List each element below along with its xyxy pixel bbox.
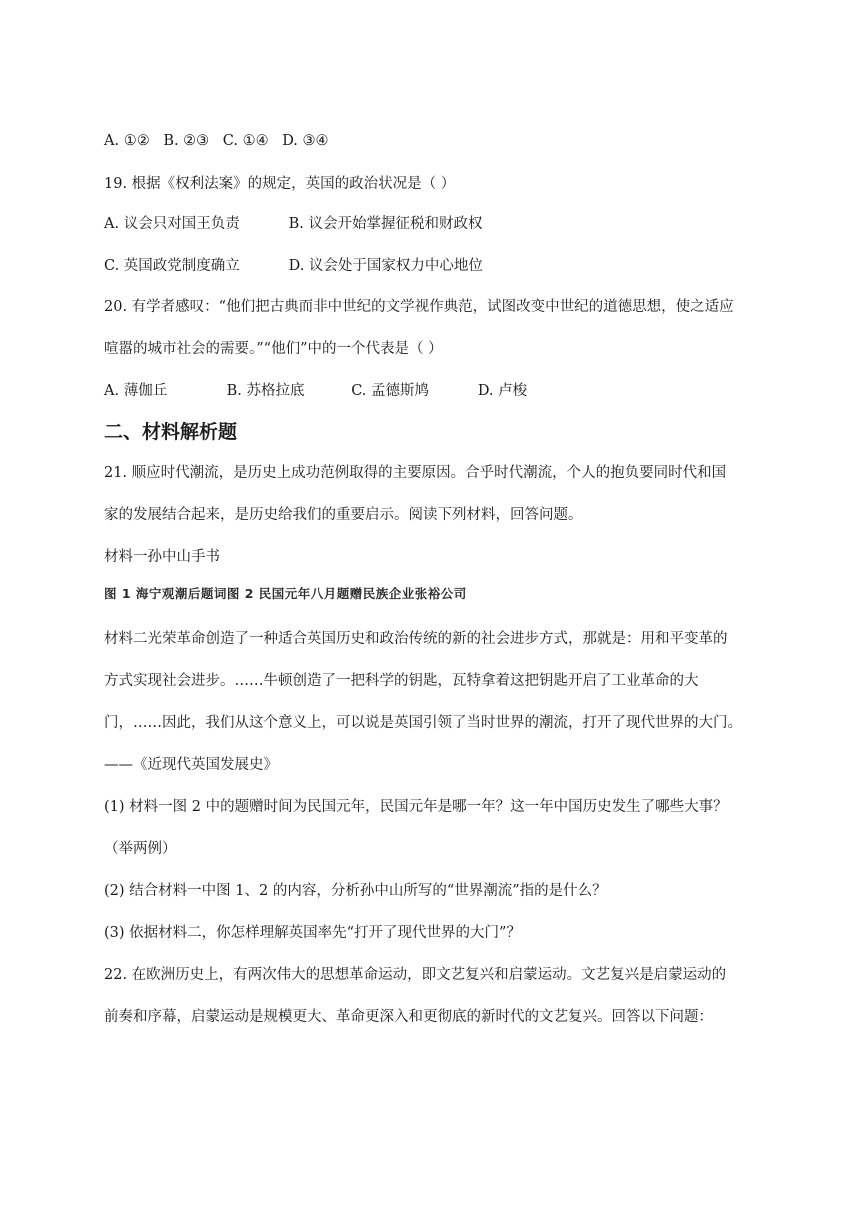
q20-option-a: A. 薄伽丘 <box>104 383 168 399</box>
section-title: 二、材料解析题 <box>104 421 238 443</box>
q20-option-d: D. 卢梭 <box>477 383 528 399</box>
q21-material2-line2: 方式实现社会进步。……牛顿创造了一把科学的钥匙，瓦特拿着这把钥匙开启了工业革命的大 <box>104 673 699 689</box>
q19-options-row2 <box>104 256 483 276</box>
q19-options-row1 <box>104 214 482 234</box>
q21-material1-caption: 图 1 海宁观潮后题词图 2 民国元年八月题赠民族企业张裕公司 <box>104 586 467 601</box>
q20-stem-line2: 喧嚣的城市社会的需要。”“他们”中的一个代表是（ ） <box>104 341 443 357</box>
q22-stem-line1: 22. 在欧洲历史上，有两次伟大的思想革命运动，即文艺复兴和启蒙运动。文艺复兴是启蒙运动的 <box>104 967 727 983</box>
q21-material2-source: ——《近现代英国发展史》 <box>104 757 278 773</box>
q19-stem: 19. 根据《权利法案》的规定，英国的政治状况是（ ） <box>104 176 456 192</box>
q20-stem-line1: 20. 有学者感叹：“他们把古典而非中世纪的文学视作典范，试图改变中世纪的道德思想，使之适应 <box>104 299 734 315</box>
q18-option-c: C. ①④ <box>222 133 269 149</box>
q18-option-b: B. ②③ <box>163 133 210 149</box>
q19-option-a: A. 议会只对国王负责 <box>104 216 240 232</box>
q21-sub3: (3) 依据材料二，你怎样理解英国率先“打开了现代世界的大门”？ <box>104 925 521 941</box>
q22-stem-line2: 前奏和序幕，启蒙运动是规模更大、革命更深入和更彻底的新时代的文艺复兴。回答以下问题： <box>104 1009 713 1025</box>
q21-material2-line1: 材料二光荣革命创造了一种适合英国历史和政治传统的新的社会进步方式，那就是：用和平变革的 <box>104 631 728 647</box>
q19-option-d: D. 议会处于国家权力中心地位 <box>288 258 483 274</box>
q21-sub1-line2: （举两例） <box>104 841 177 857</box>
q21-sub2: (2) 结合材料一中图 1、2 的内容，分析孙中山所写的“世界潮流”指的是什么？ <box>104 883 607 899</box>
q21-stem-line2: 家的发展结合起来，是历史给我们的重要启示。阅读下列材料，回答问题。 <box>104 507 583 523</box>
q21-material1-label: 材料一孙中山手书 <box>104 549 220 565</box>
q20-option-c: C. 孟德斯鸠 <box>351 383 430 399</box>
q19-option-c: C. 英国政党制度确立 <box>104 258 240 274</box>
q21-material2-line3: 门，……因此，我们从这个意义上，可以说是英国引领了当时世界的潮流，打开了现代世界的大门。 <box>104 715 742 731</box>
q19-option-b: B. 议会开始掌握征税和财政权 <box>288 216 483 232</box>
q18-options <box>104 131 329 151</box>
q20-options <box>104 381 527 401</box>
q21-sub1-line1: (1) 材料一图 2 中的题赠时间为民国元年，民国元年是哪一年？这一年中国历史发生了哪些大事？ <box>104 799 728 815</box>
q18-option-d: D. ③④ <box>282 133 329 149</box>
q21-stem-line1: 21. 顺应时代潮流，是历史上成功范例取得的主要原因。合乎时代潮流，个人的抱负要同时代和国 <box>104 465 727 481</box>
q20-option-b: B. 苏格拉底 <box>226 383 305 399</box>
q18-option-a: A. ①② <box>104 133 150 149</box>
